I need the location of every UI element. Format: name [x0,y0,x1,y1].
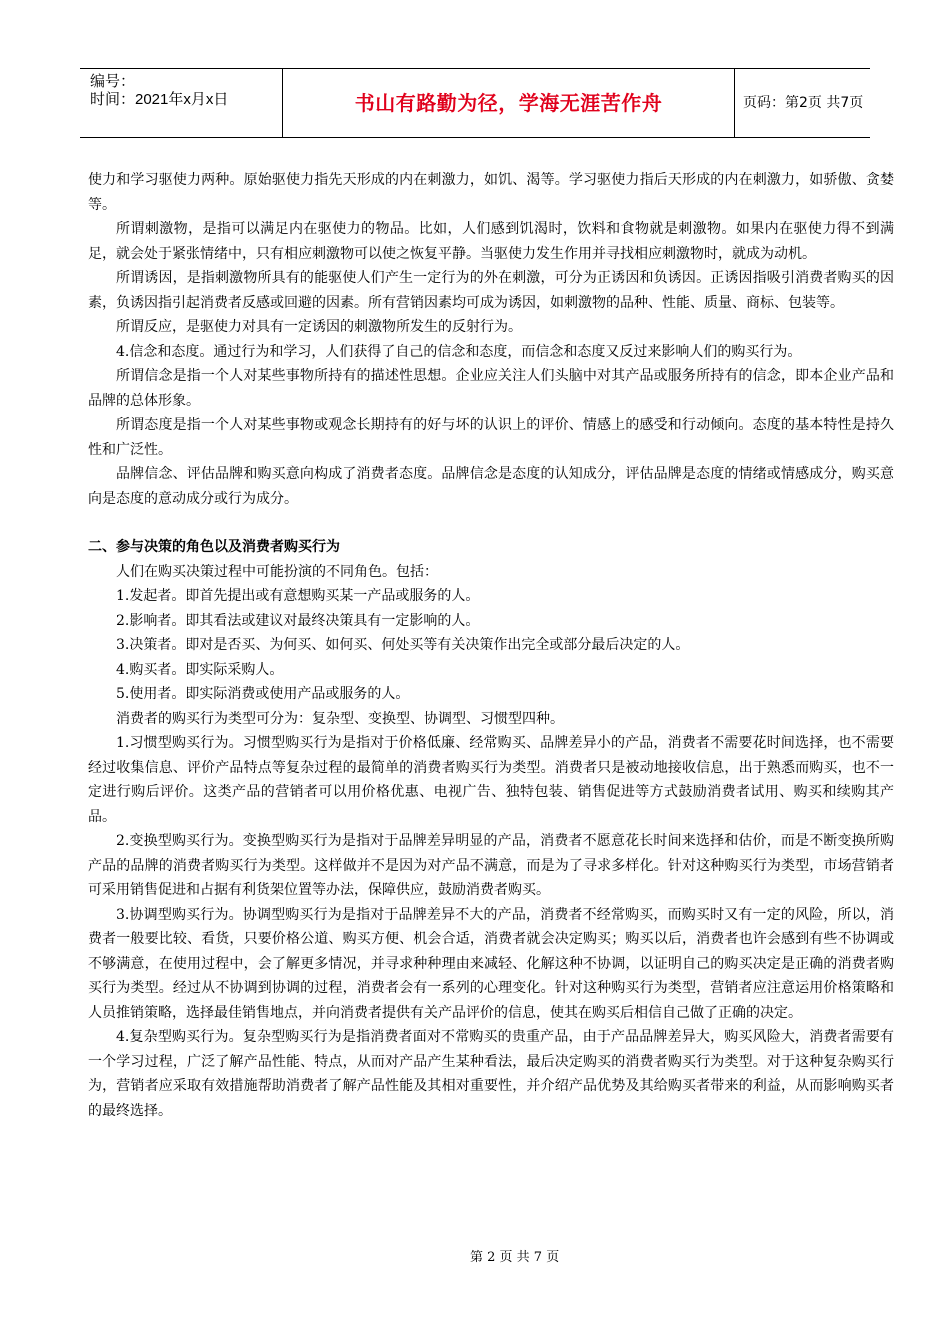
header-info-cell [80,69,283,137]
serial-label: 编号： [90,73,136,90]
paragraph: 人们在购买决策过程中可能扮演的不同角色。包括： [116,563,438,580]
header-motto: 书山有路勤为径，学海无涯苦作舟 [283,69,735,137]
paragraph: 4.复杂型购买行为。复杂型购买行为是指消费者面对不常购买的贵重产品，由于产品品牌差异大，购买风险大，消费者需要有一个学习过程，广泛了解产品性能、特点，从而对产品产生某种看法，最后决定购买的消费者购买行为类型。对于这种复杂购买行为，营销者应采取有效措施帮助消费者了解产品性能及其相对重要性，并介绍产品优势及其给购买者带来的利益，从而影响购买者的最终选择。 [88,1029,894,1119]
paragraph: 1.习惯型购买行为。习惯型购买行为是指对于价格低廉、经常购买、品牌差异小的产品，消费者不需要花时间选择，也不需要经过收集信息、评价产品特点等复杂过程的最简单的消费者购买行为类型。消费者只是被动地接收信息，出于熟悉而购买，也不一定进行购后评价。这类产品的营销者可以用价格优惠、电视广告、独特包装、销售促进等方式鼓励消费者试用、购买和续购其产品。 [88,735,894,825]
paragraph: 所谓反应，是驱使力对具有一定诱因的刺激物所发生的反射行为。 [116,319,522,335]
list-item: 2.影响者。即其看法或建议对最终决策具有一定影响的人。 [116,612,480,629]
list-item: 5.使用者。即实际消费或使用产品或服务的人。 [116,686,410,702]
paragraph: 3.协调型购买行为。协调型购买行为是指对于品牌差异不大的产品，消费者不经常购买，而购买时又有一定的风险，所以，消费者一般要比较、看货，只要价格公道、购买方便、机会合适，消费者就会决定购买；购买以后，消费者也许会感到有些不协调或不够满意，在使用过程中，会了解更多情况，并寻求种种理由来减轻、化解这种不协调，以证明自己的购买决定是正确的消费者购买行为类型。经过从不协调到协调的过程，消费者会有一系列的心理变化。针对这种购买行为类型，营销者应注意运用价格策略和人员推销策略，选择最佳销售地点，并向消费者提供有关产品评价的信息，使其在购买后相信自己做了正确的决定。 [88,906,894,1021]
paragraph: 所谓刺激物，是指可以满足内在驱使力的物品。比如，人们感到饥渴时，饮料和食物就是刺激物。如果内在驱使力得不到满足，就会处于紧张情绪中，只有相应刺激物可以使之恢复平静。当驱使力发生作用并寻找相应刺激物时，就成为动机。 [88,221,894,262]
section-heading: 二、参与决策的角色以及消费者购买行为 [88,539,340,555]
paragraph: 所谓态度是指一个人对某些事物或观念长期持有的好与坏的认识上的评价、情感上的感受和行动倾向。态度的基本特性是持久性和广泛性。 [88,417,894,458]
list-item: 1.发起者。即首先提出或有意想购买某一产品或服务的人。 [116,588,480,604]
paragraph: 4.信念和态度。通过行为和学习，人们获得了自己的信念和态度，而信念和态度又反过来影响人们的购买行为。 [116,343,802,360]
paragraph: 品牌信念、评估品牌和购买意向构成了消费者态度。品牌信念是态度的认知成分，评估品牌是态度的情绪或情感成分，购买意向是态度的意动成分或行为成分。 [88,466,894,507]
paragraph: 使力和学习驱使力两种。原始驱使力指先天形成的内在刺激力，如饥、渴等。学习驱使力指后天形成的内在刺激力，如骄傲、贪婪等。 [88,172,894,213]
paragraph: 所谓诱因，是指刺激物所具有的能驱使人们产生一定行为的外在刺激，可分为正诱因和负诱因。正诱因指吸引消费者购买的因素，负诱因指引起消费者反感或回避的因素。所有营销因素均可成为诱因，如刺激物的品种、性能、质量、商标、包装等。 [88,270,894,311]
list-item: 4.购买者。即实际采购人。 [116,661,284,678]
page-footer: 第 2 页 共 7 页 [470,1250,560,1265]
paragraph: 消费者的购买行为类型可分为：复杂型、变换型、协调型、习惯型四种。 [116,710,564,727]
time-label: 时间：2021年x月x日 [90,91,229,108]
list-item: 3.决策者。即对是否买、为何买、如何买、何处买等有关决策作出完全或部分最后决定的人。 [116,637,690,653]
paragraph: 所谓信念是指一个人对某些事物所持有的描述性思想。企业应关注人们头脑中对其产品或服务所持有的信念，即本企业产品和品牌的总体形象。 [88,368,894,409]
header-table [80,68,870,138]
header-page-number: 页码：第2页 共7页 [743,95,864,111]
paragraph: 2.变换型购买行为。变换型购买行为是指对于品牌差异明显的产品，消费者不愿意花长时间来选择和估价，而是不断变换所购产品的品牌的消费者购买行为类型。这样做并不是因为对产品不满意，而是为了寻求多样化。针对这种购买行为类型，市场营销者可采用销售促进和占据有利货架位置等办法，保障供应，鼓励消费者购买。 [88,833,894,898]
section-gap [88,511,894,535]
document-body [88,168,894,1123]
